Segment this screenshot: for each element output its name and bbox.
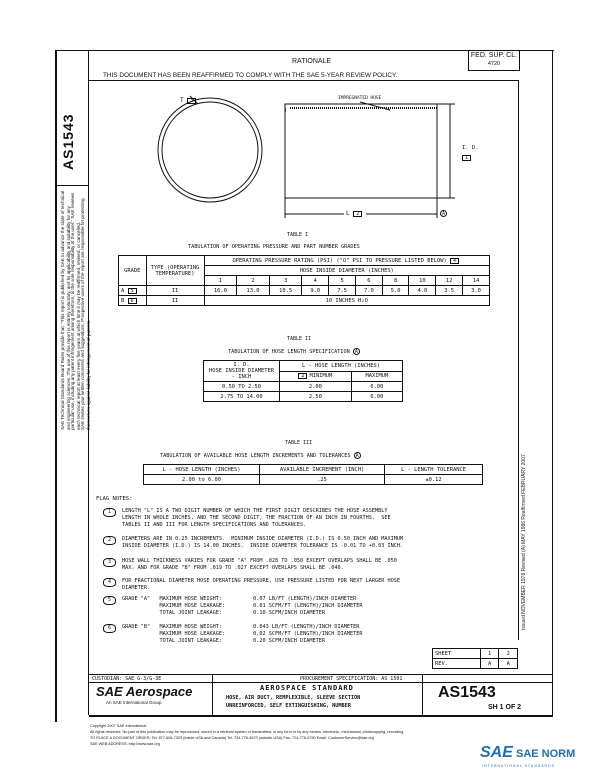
pressure-label: OPERATING PRESSURE RATING (PSI) ("O" PSI TO PRESSURE LISTED BELOW) <box>232 257 447 264</box>
revision-a-circle: A <box>441 211 445 217</box>
revision-history: Issued NOVEMBER 1978 Revised (A) MAY 1986 Reaffirmed FEBRUARY 2007 <box>521 454 527 630</box>
doc-number-divider <box>57 185 88 186</box>
title-line-1: HOSE, AIR DUCT, REMPLEXIBLE, SLEEVE SECTION <box>226 695 361 701</box>
flag-6: 6 <box>128 298 137 304</box>
brand-sub: An SAE International Group <box>106 700 162 705</box>
table2-header-max: MAXIMUM <box>351 371 402 382</box>
sheet-label: SHEET <box>433 649 481 659</box>
custodian: CUSTODIAN: SAE G-3/G-3E <box>92 676 162 682</box>
side-notice-1: SAE Technical Standards Board Rules provide that: "This report is published by SAE to advance the state of technical and engineering sciences. The use of this report is entirely voluntary, and its applicability and suitability for any <box>60 190 71 430</box>
category: AEROSPACE STANDARD <box>260 684 354 692</box>
footer-line-2: All rights reserved. No part of this publication may be reproduced, stored in a retrieval system or transmitted, in any form or by any means, electronic, mechanical, photocopying, recording, <box>90 730 405 734</box>
id-flag <box>462 155 473 161</box>
table3-title: TABLE III <box>285 440 313 446</box>
rationale-text: THIS DOCUMENT HAS BEEN REAFFIRMED TO COMPLY WITH THE SAE 5-YEAR REVIEW POLICY. <box>103 72 398 79</box>
title-block-top <box>89 674 553 675</box>
grade-a: A <box>121 287 125 294</box>
table2-range: 0.50 TO 2.50 <box>204 382 280 392</box>
table1-pressure-cell: 9.0 <box>302 286 329 296</box>
table2-caption <box>228 348 360 355</box>
brand-logo <box>96 684 192 699</box>
table2-caption-text: TABULATION OF HOSE LENGTH SPECIFICATION <box>228 349 350 355</box>
table2-revision-mark: A <box>354 349 358 355</box>
table2-header-length: L - HOSE LENGTH (INCHES) <box>280 361 403 372</box>
table1-diameter-cell: 3 <box>269 276 302 286</box>
flag-2: 2 <box>353 211 362 217</box>
brand-name: SAE Aerospace <box>96 684 193 699</box>
table1-pressure-cell: 7.5 <box>329 286 356 296</box>
title-line-2: UNREINFORCED, SELF EXTINGUISHING, NUMBER <box>226 703 351 709</box>
table3-revision-mark: A <box>355 453 359 459</box>
grade-a-cell <box>119 286 147 296</box>
table1-caption: TABULATION OF OPERATING PRESSURE AND PART NUMBER GRADES <box>188 244 360 250</box>
sheet-2: 2 <box>499 649 518 659</box>
table2-id-long: HOSE INSIDE DIAMETER - INCH <box>209 368 274 380</box>
flag-4: 4 <box>450 258 459 264</box>
rev-1: A <box>480 659 499 669</box>
frame-inner-right <box>518 80 519 640</box>
grade-a-type: II <box>146 286 204 296</box>
procurement: PROCUREMENT SPECIFICATION: AS 1501 <box>300 676 403 682</box>
table1-pressure-cell: 7.0 <box>355 286 382 296</box>
side-notice-3: SAE invites your written comments and suggestions. Prospective users of the report are responsible for protecting themselves against liability for infringement of patents. <box>80 198 91 430</box>
table2-id-short: I. D. <box>233 362 250 368</box>
table1-header-diameter: HOSE INSIDE DIAMETER (INCHES) <box>204 266 490 276</box>
rev-label: REV. <box>433 659 481 669</box>
watermark-sae-icon: SAE <box>480 744 513 761</box>
hose-end-outer <box>158 98 262 202</box>
table3-header-length: L - HOSE LENGTH (INCHES) <box>144 465 260 475</box>
flag-1: 1 <box>462 155 471 161</box>
table2-max: 6.00 <box>351 382 402 392</box>
footer-line-1: Copyright 2007 SAE International <box>90 724 147 728</box>
grade-b-pressure: 10 INCHES H₂O <box>204 296 490 306</box>
table2-header-min <box>280 371 352 382</box>
grade-b-cell <box>119 296 147 306</box>
table1-diameter-cell: 10 <box>409 276 436 286</box>
hose-end-inner <box>162 102 258 198</box>
rationale-divider <box>89 80 519 81</box>
table1-header-grade: GRADE <box>119 256 147 286</box>
id-label: I. D. <box>462 145 479 151</box>
watermark-text: SAE NORM <box>516 748 576 760</box>
watermark-sub: INTERNATIONAL STANDARDS <box>482 764 555 768</box>
hose-drawing <box>150 90 470 230</box>
table1-header-type: TYPE (OPERATING TEMPERATURE) <box>146 256 204 286</box>
table1-diameter-cell: 1 <box>204 276 237 286</box>
table1 <box>118 255 490 306</box>
table1-diameter-cell: 4 <box>302 276 329 286</box>
flag-note-number: 3 <box>103 558 116 567</box>
rationale-title: RATIONALE <box>292 58 332 65</box>
flag-note-number: 5 <box>103 596 116 605</box>
grade-b: B <box>121 297 125 304</box>
length-l: L <box>346 210 350 217</box>
rev-2: A <box>499 659 518 669</box>
sheet-1: 1 <box>480 649 499 659</box>
thickness-t: T <box>180 97 184 104</box>
table2-flag-2: 2 <box>298 373 307 379</box>
table1-header-pressure <box>204 256 490 266</box>
revision-a-marker <box>440 210 447 217</box>
footer-line-3: TO PLACE A DOCUMENT ORDER: Tel: 877-606-7323 (inside USA and Canada) Tel: 724-776-4970 (outside USA) Fax: 724-776-0790 Email: CustomerService@sae.org <box>90 736 374 740</box>
table2-row <box>204 382 403 392</box>
table3-length: 2.00 to 6.00 <box>144 475 260 485</box>
table1-diameter-cell: 6 <box>355 276 382 286</box>
table1-pressure-cell: 13.0 <box>237 286 270 296</box>
hose-side-view <box>285 104 437 198</box>
vertical-doc-number: AS1543 <box>60 113 76 170</box>
table3-caption-text: TABULATION OF AVAILABLE HOSE LENGTH INCREMENTS AND TOLERANCES <box>160 453 351 459</box>
title-block-col2 <box>422 674 423 715</box>
table1-pressure-cell: 10.5 <box>269 286 302 296</box>
table2-range: 2.75 TO 14.00 <box>204 392 280 402</box>
impregnated-label: IMPREGNATED HOSE <box>338 96 382 101</box>
fed-sup-number: 4720 <box>487 61 501 67</box>
flag-note-number: 6 <box>103 624 116 633</box>
table2 <box>203 360 403 402</box>
flag-3: 3 <box>187 98 196 104</box>
table1-diameter-cell: 14 <box>463 276 490 286</box>
flag-note-text: GRADE "A" MAXIMUM HOSE WEIGHT: 0.07 LB/FT (LENGTH)/INCH DIAMETER MAXIMUM HOSE LEAKAGE: 0.01 SCFM/FT (LENGTH)/INCH DIAMETER TOTAL JOINT LEAKAGE: 0.10 SCFM/INCH DIAMETER <box>122 596 363 616</box>
fed-sup-label: FED. SUP. CL. <box>470 52 518 59</box>
table3-tolerance: ±0.12 <box>385 475 483 485</box>
table1-pressure-cell: 3.5 <box>436 286 463 296</box>
title-block-col1 <box>212 674 213 715</box>
frame-left <box>55 50 57 722</box>
flag-note-number: 1 <box>103 508 116 517</box>
table2-min: 2.50 <box>280 392 352 402</box>
flag-note-text: LENGTH "L" IS A TWO DIGIT NUMBER OF WHICH THE FIRST DIGIT DESCRIBES THE HOSE ASSEMBLY LENGTH IN WHOLE INCHES, AND THE SECOND DIGIT, THE FRACTION OF AN INCH IN FOURTHS. SEE TABLES II AND III FOR LENGTH SPECIFICATIONS AND TOLERANCES. <box>122 508 391 528</box>
footer-line-4: SAE WEB ADDRESS: http://www.sae.org <box>90 742 160 746</box>
length-label <box>344 210 366 217</box>
table1-row-a <box>119 286 490 296</box>
table2-min: 2.00 <box>280 382 352 392</box>
grade-b-type: II <box>146 296 204 306</box>
flag-note-text: FOR FRACTIONAL DIAMETER HOSE OPERATING PRESSURE, USE PRESSURE LISTED FOR NEXT LARGER HOSE DIAMETER. <box>122 578 400 591</box>
flag-note-text: GRADE "B" MAXIMUM HOSE WEIGHT: 0.043 LB/FT (LENGTH)/INCH DIAMETER MAXIMUM HOSE LEAKAGE: 0.02 SCFM/FT (LENGTH)/INCH DIAMETER TOTAL JOINT LEAKAGE: 0.20 SCFM/INCH DIAMETER <box>122 624 363 644</box>
table1-row-b <box>119 296 490 306</box>
flag-note-number: 2 <box>103 536 116 545</box>
flag-notes-title: FLAG NOTES: <box>96 496 133 502</box>
flag-note-number: 4 <box>103 578 116 587</box>
flag-note-text: HOSE WALL THICKNESS VARIES FOR GRADE "A" FROM .028 TO .050 EXCEPT OVERLAPS SHALL BE .050 MAX. AND FOR GRADE "B" FROM .019 TO .027 EXCEPT OVERLAPS SHALL BE .040. <box>122 558 397 571</box>
table1-title: TABLE I <box>287 232 309 238</box>
flag-5: 5 <box>128 288 137 294</box>
table2-max: 6.00 <box>351 392 402 402</box>
table3-header-tolerance: L - LENGTH TOLERANCE <box>385 465 483 475</box>
table1-pressure-cell: 5.0 <box>382 286 409 296</box>
title-block-divider <box>89 682 553 683</box>
thickness-label <box>180 97 198 104</box>
table2-row <box>204 392 403 402</box>
table3 <box>143 464 483 485</box>
table1-diameter-cell: 12 <box>436 276 463 286</box>
table1-pressure-cell: 16.0 <box>204 286 237 296</box>
table3-increment: .25 <box>260 475 385 485</box>
table1-diameter-cell: 8 <box>382 276 409 286</box>
table3-header-increment: AVAILABLE INCREMENT (INCH) <box>260 465 385 475</box>
frame-right <box>552 50 553 715</box>
sheet-of: SH 1 OF 2 <box>488 704 522 711</box>
table1-pressure-cell: 3.0 <box>463 286 490 296</box>
table1-pressure-cell: 4.0 <box>409 286 436 296</box>
table1-diameter-cell: 5 <box>329 276 356 286</box>
table2-min-label: MINIMUM <box>309 373 333 380</box>
flag-note-text: DIAMETERS ARE IN 0.25 INCREMENTS. MINIMUM INSIDE DIAMETER (I.D.) IS 0.50 INCH AND MAXIMUM INSIDE DIAMETER (I.D.) IS 14.00 INCHES. INSIDE DIAMETER TOLERANCE IS -0.01 TO +0.03 INCH. <box>122 536 404 549</box>
table2-header-id <box>204 361 280 382</box>
table2-title: TABLE II <box>287 336 312 342</box>
fed-sup-box <box>468 50 520 71</box>
side-notice-2: particular use, including any patent infringement arising therefrom, is the sole responsibility of the user." SAE reviews each technical report at least every five years at which time it may be reaffirmed, revised, or cancelled. <box>70 192 81 430</box>
doc-number: AS1543 <box>438 684 496 701</box>
sheet-rev-block <box>432 648 518 669</box>
title-block-bottom <box>89 715 553 717</box>
table3-caption <box>160 452 361 459</box>
table1-diameter-cell: 2 <box>237 276 270 286</box>
hose-side-cut <box>285 108 286 112</box>
